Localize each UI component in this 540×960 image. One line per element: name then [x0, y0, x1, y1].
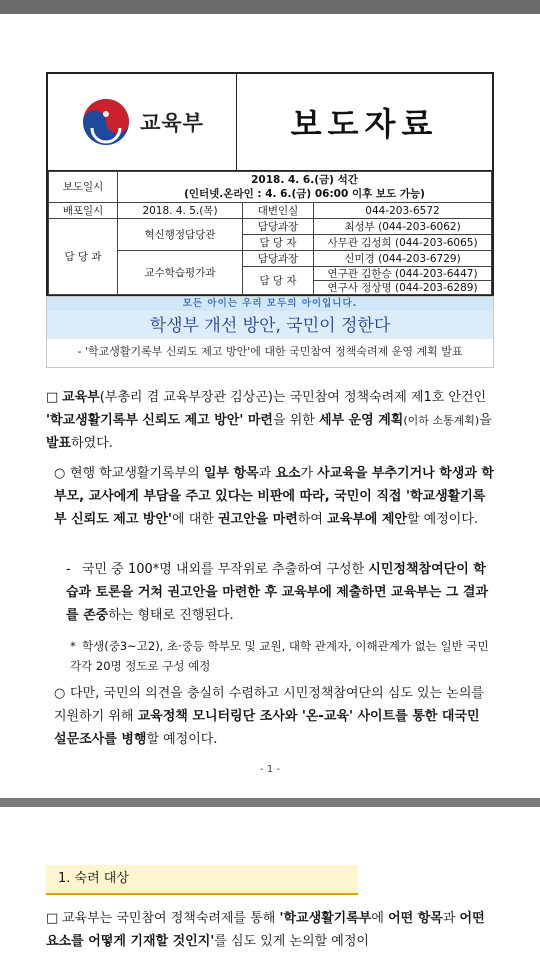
dept2-name: 교수학습평가과: [118, 251, 243, 295]
page2-p1-g: 를 심도 있게 논의할 예정이: [214, 934, 369, 949]
release-date-line1: 2018. 4. 6.(금) 석간: [251, 174, 358, 186]
asterisk-mark: *: [70, 639, 76, 653]
p5-text-c: 할 예정이다.: [146, 732, 218, 747]
document-page-2: [0, 807, 540, 960]
p3-text-a: 국민 중 100*명 내외를 무작위로 추출하여 구성한: [82, 562, 369, 577]
p2-text-j: 교육부에 제안: [327, 512, 407, 527]
square-bullet-icon: □: [46, 390, 59, 405]
page2-p1-c: 에: [371, 911, 389, 926]
page-number: - 1 -: [260, 764, 280, 775]
p2-text-c: 과: [258, 466, 276, 481]
release-date-line2: (인터넷.온라인 : 4. 6.(금) 06:00 이후 보도 가능): [184, 188, 425, 200]
square-bullet-icon: □: [46, 911, 59, 926]
dept1-name: 혁신행정담당관: [118, 219, 243, 251]
headline-subtitle: - '학교생활기록부 신뢰도 제고 방안'에 대한 국민참여 정책숙려제 운영 계획 발표: [77, 345, 463, 358]
press-release-header: [46, 72, 494, 297]
release-date-label: 보도일시: [49, 172, 118, 203]
p2-text-g: 에 대한: [172, 512, 218, 527]
paragraph-3: [66, 558, 496, 627]
p2-text-i: 하여: [297, 512, 328, 527]
p5-text-b: 교육정책 모니터링단 조사와 '온-교육' 사이트를 통한 대국민 설문조사를 병행: [54, 709, 480, 747]
viewer-top-bar: [0, 0, 540, 14]
p5-text-a: 다만, 국민의 의견을 충실히 수렴하고 시민정책참여단의 심도 있는 논의를 지원하기 위해: [54, 686, 484, 724]
ministry-logo: [48, 74, 237, 170]
dist-date-value: 2018. 4. 5.(목): [118, 203, 243, 219]
p2-text-h: 권고안을 마련: [217, 512, 298, 527]
p3-text-b: 시민정책참여단이 학습과 토론을 거쳐 권고안을 마련한 후 교육부에 제출하면 교육부는 그 결과를 존중: [66, 562, 488, 623]
section-1-heading: 1. 숙려 대상: [46, 865, 358, 895]
dept1-chief-role: 담당과장: [243, 219, 314, 235]
headline-title: 학생부 개선 방안, 국민이 정한다: [47, 311, 493, 339]
banner-tagline: 모든 아이는 우리 모두의 아이입니다.: [47, 297, 493, 311]
p2-text-b: 일부 항목: [203, 466, 259, 481]
page2-p1-e: 과: [442, 911, 460, 926]
footnote-text: 학생(중3~고2), 초·중등 학부모 및 교원, 대학 관계자, 이해관계가 없는 일반 국민 각각 20명 정도로 구성 예정: [70, 639, 489, 673]
contact-label: 대변인실: [243, 203, 314, 219]
page2-paragraph-1: [46, 907, 496, 953]
page-separator: [0, 798, 540, 807]
document-type-title: 보도자료: [290, 105, 439, 143]
page2-p1-f: 어떤 요소를 어떻게 기재할 것인지': [46, 911, 485, 949]
circle-bullet-icon: ○: [54, 466, 66, 481]
dept2-chief-role: 담당과장: [243, 251, 314, 267]
document-page-1: [0, 14, 540, 798]
p1-text-g: 을: [479, 413, 492, 428]
p2-text-k: 할 예정이다.: [406, 512, 479, 527]
dept-label: 담 당 과: [49, 219, 118, 295]
p2-text-a: 현행 학교생활기록부의: [70, 466, 204, 481]
paragraph-2: [54, 462, 496, 531]
dept1-staff-role: 담 당 자: [243, 235, 314, 251]
dept2-chief: 신미경 (044-203-6729): [314, 251, 492, 267]
p3-text-c: 하는 형태로 진행된다.: [108, 608, 234, 623]
release-date-cell: [118, 172, 492, 203]
p1-text-f: (이하 소통계획): [403, 414, 480, 427]
page2-p1-b: '학교생활기록부: [279, 911, 372, 926]
contact-phone: 044-203-6572: [314, 203, 492, 219]
circle-bullet-icon: ○: [54, 686, 66, 701]
p1-text-d: 을 위한: [273, 413, 319, 428]
p2-text-f: 사교육을 부추기거나 학생과 학부모, 교사에게 부담을 주고 있다는 비판에 따라, 국민이 직접 '학교생활기록부 신뢰도 제고 방안': [54, 466, 494, 527]
paragraph-5: [54, 682, 496, 751]
dept2-staff1: 연구관 김한승 (044-203-6447): [314, 267, 492, 281]
p1-text-b: (부총리 겸 교육부장관 김상곤)는 국민참여 정책숙려제 제1호 안건인: [99, 390, 487, 405]
p2-text-e: 가: [300, 466, 318, 481]
taegeuk-logo-icon: [80, 96, 132, 148]
p1-ministry: 교육부: [62, 390, 100, 405]
dept2-staff-role: 담 당 자: [243, 267, 314, 295]
p2-text-d: 요소: [275, 466, 301, 481]
dist-date-label: 배포일시: [49, 203, 118, 219]
p1-text-e: 세부 운영 계획: [318, 413, 404, 428]
paragraph-1: [46, 386, 496, 455]
dash-bullet: -: [66, 562, 71, 577]
footnote: [70, 636, 496, 676]
dept1-staff: 사무관 김성희 (044-203-6065): [314, 235, 492, 251]
headline-banner: [46, 296, 494, 368]
p1-text-c: '학교생활기록부 신뢰도 제고 방안' 마련: [46, 413, 273, 428]
ministry-name: 교육부: [140, 111, 204, 135]
p1-text-i: 하였다.: [71, 436, 113, 451]
dept1-chief: 최성부 (044-203-6062): [314, 219, 492, 235]
release-info-table: [48, 171, 492, 295]
page2-p1-a: 교육부는 국민참여 정책숙려제를 통해: [62, 911, 280, 926]
page2-p1-d: 어떤 항목: [388, 911, 443, 926]
dept2-staff2: 연구사 정상명 (044-203-6289): [314, 281, 492, 295]
p1-text-h: 발표: [46, 436, 72, 451]
